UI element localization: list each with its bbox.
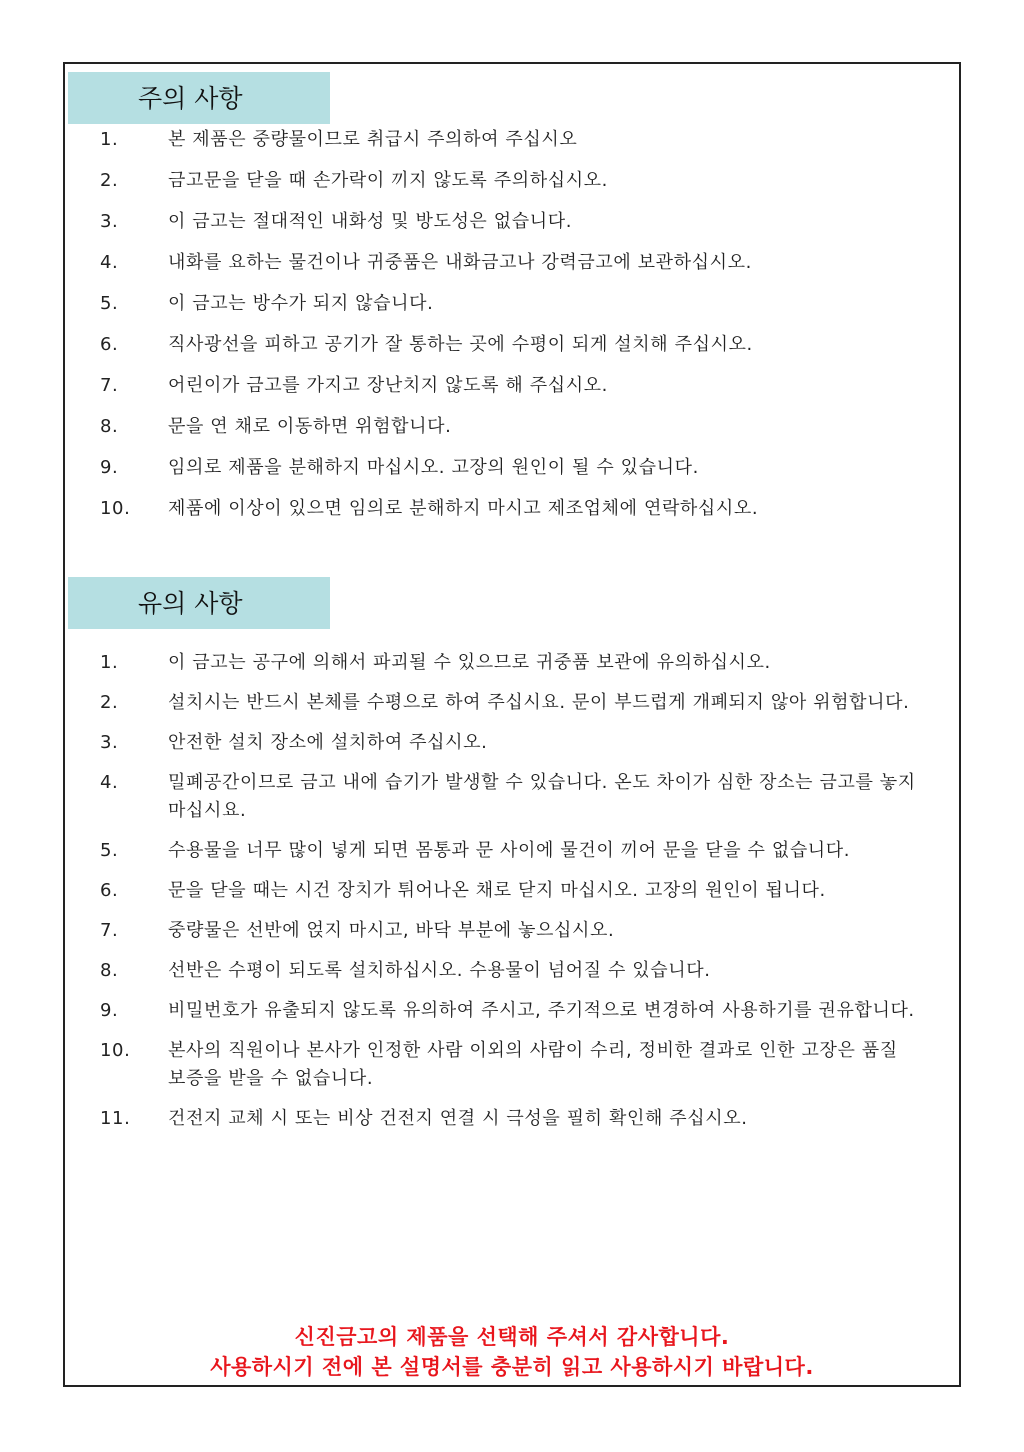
list-item	[100, 997, 920, 1025]
list-item	[100, 331, 920, 359]
notice-list	[100, 649, 920, 1133]
list-item	[100, 1037, 920, 1093]
item-number: 3.	[100, 732, 119, 753]
item-number: 7.	[100, 920, 119, 941]
footer-read-manual-line: 사용하시기 전에 본 설명서를 충분히 읽고 사용하시기 바랍니다.	[210, 1355, 814, 1379]
list-item	[100, 208, 920, 236]
item-text: 이 금고는 공구에 의해서 파괴될 수 있으므로 귀중품 보관에 유의하십시오.	[168, 652, 771, 673]
item-number: 9.	[100, 1000, 119, 1021]
list-item	[100, 957, 920, 985]
item-text: 금고문을 닫을 때 손가락이 끼지 않도록 주의하십시오.	[168, 170, 608, 191]
item-text: 내화를 요하는 물건이나 귀중품은 내화금고나 강력금고에 보관하십시오.	[168, 252, 752, 273]
list-item	[100, 689, 920, 717]
item-text: 이 금고는 방수가 되지 않습니다.	[168, 293, 434, 314]
item-number: 6.	[100, 880, 119, 901]
item-text: 본 제품은 중량물이므로 취급시 주의하여 주십시오	[168, 129, 578, 150]
item-number: 3.	[100, 211, 119, 232]
footer-thanks-line: 신진금고의 제품을 선택해 주셔서 감사합니다.	[294, 1325, 730, 1349]
list-item	[100, 837, 920, 865]
item-text: 제품에 이상이 있으면 임의로 분해하지 마시고 제조업체에 연락하십시오.	[168, 498, 759, 519]
list-item	[100, 877, 920, 905]
item-text: 설치시는 반드시 본체를 수평으로 하여 주십시요. 문이 부드럽게 개폐되지 않아 위험합니다.	[168, 692, 910, 713]
list-item	[100, 167, 920, 195]
footer-message	[63, 1322, 961, 1382]
list-item	[100, 729, 920, 757]
item-number: 4.	[100, 252, 119, 273]
item-number: 11.	[100, 1108, 131, 1129]
item-text: 수용물을 너무 많이 넣게 되면 몸통과 문 사이에 물건이 끼어 문을 닫을 수 없습니다.	[168, 840, 851, 861]
item-text: 본사의 직원이나 본사가 인정한 사람 이외의 사람이 수리, 정비한 결과로 인한 고장은 품질 보증을 받을 수 없습니다.	[168, 1040, 898, 1089]
list-item	[100, 495, 920, 523]
item-number: 6.	[100, 334, 119, 355]
item-number: 2.	[100, 170, 119, 191]
item-text: 비밀번호가 유출되지 않도록 유의하여 주시고, 주기적으로 변경하여 사용하기를 권유합니다.	[168, 1000, 915, 1021]
list-item	[100, 413, 920, 441]
item-text: 밀폐공간이므로 금고 내에 습기가 발생할 수 있습니다. 온도 차이가 심한 장소는 금고를 놓지 마십시요.	[168, 772, 916, 821]
item-number: 1.	[100, 652, 119, 673]
item-number: 4.	[100, 772, 119, 793]
list-item	[100, 290, 920, 318]
list-item	[100, 249, 920, 277]
item-number: 5.	[100, 840, 119, 861]
item-text: 중량물은 선반에 얹지 마시고, 바닥 부분에 놓으십시오.	[168, 920, 615, 941]
list-item	[100, 1105, 920, 1133]
item-text: 문을 연 채로 이동하면 위험합니다.	[168, 416, 452, 437]
list-item	[100, 769, 920, 825]
item-number: 2.	[100, 692, 119, 713]
item-text: 선반은 수평이 되도록 설치하십시오. 수용물이 넘어질 수 있습니다.	[168, 960, 711, 981]
item-number: 5.	[100, 293, 119, 314]
item-text: 어린이가 금고를 가지고 장난치지 않도록 해 주십시오.	[168, 375, 608, 396]
item-text: 안전한 설치 장소에 설치하여 주십시오.	[168, 732, 488, 753]
item-text: 문을 닫을 때는 시건 장치가 튀어나온 채로 닫지 마십시오. 고장의 원인이 됩니다.	[168, 880, 826, 901]
item-number: 8.	[100, 416, 119, 437]
item-number: 1.	[100, 129, 119, 150]
list-item	[100, 649, 920, 677]
item-number: 9.	[100, 457, 119, 478]
list-item	[100, 126, 920, 154]
item-text: 임의로 제품을 분해하지 마십시오. 고장의 원인이 될 수 있습니다.	[168, 457, 699, 478]
list-item	[100, 372, 920, 400]
item-number: 10.	[100, 498, 131, 519]
list-item	[100, 454, 920, 482]
caution-heading: 주의 사항	[68, 72, 330, 124]
notice-heading: 유의 사항	[68, 577, 330, 629]
item-number: 8.	[100, 960, 119, 981]
list-item	[100, 917, 920, 945]
item-number: 10.	[100, 1040, 131, 1061]
item-text: 직사광선을 피하고 공기가 잘 통하는 곳에 수평이 되게 설치해 주십시오.	[168, 334, 753, 355]
item-text: 이 금고는 절대적인 내화성 및 방도성은 없습니다.	[168, 211, 573, 232]
item-number: 7.	[100, 375, 119, 396]
item-text: 건전지 교체 시 또는 비상 건전지 연결 시 극성을 필히 확인해 주십시오.	[168, 1108, 748, 1129]
caution-list	[100, 126, 920, 523]
